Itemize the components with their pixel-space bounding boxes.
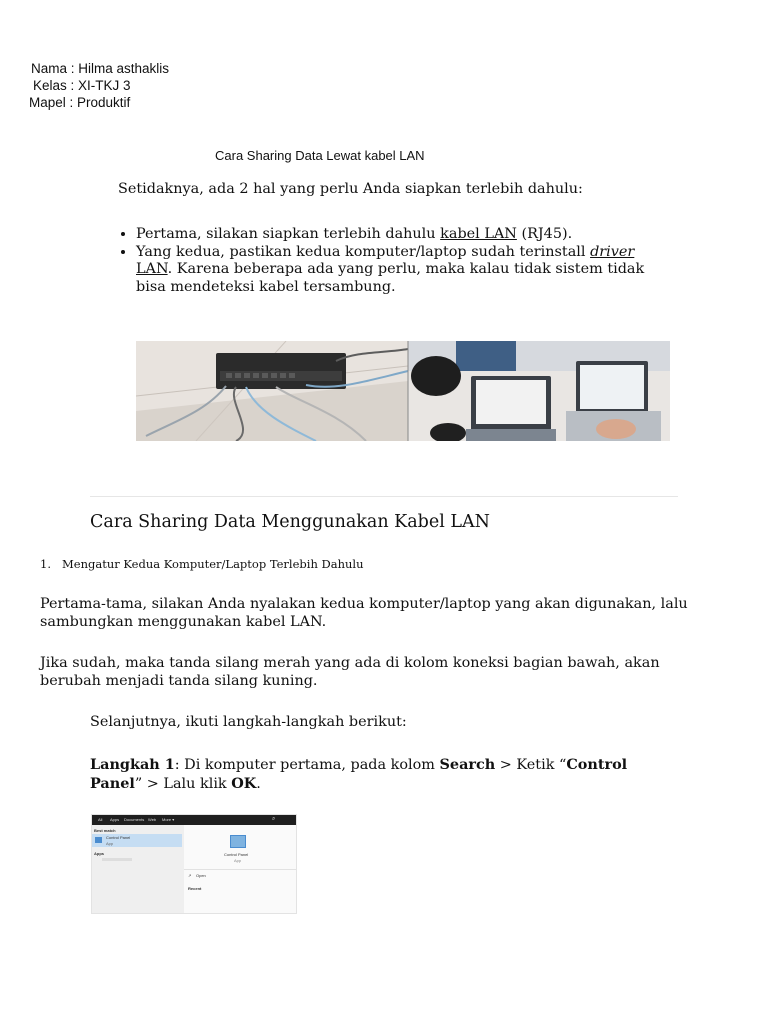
tab-documents: Documents xyxy=(124,817,145,822)
list-item: • Pertama, silakan siapkan terlebih dahulu kabel LAN (RJ45). xyxy=(136,226,616,244)
kabel-lan-link[interactable]: kabel LAN xyxy=(440,226,517,242)
requirements-list xyxy=(112,226,696,296)
list-item: • Yang kedua, pastikan kedua komputer/laptop sudah terinstall driver LAN. Karena beberapa ada yang perlu, maka kalau tidak sistem tidak bisa mendeteksi kabel tersambung. xyxy=(136,244,646,297)
result-control-panel xyxy=(92,834,182,847)
paragraph-2: Jika sudah, maka tanda silang merah yang ada di kolom koneksi bagian bawah, akan berubah menjadi tanda silang kuning. xyxy=(40,655,660,689)
best-match-label: Best match xyxy=(94,828,116,833)
search-icon: ⌕ xyxy=(272,816,276,822)
tab-web: Web xyxy=(148,817,157,822)
tab-more: More ▾ xyxy=(162,817,175,822)
detail-sub: App xyxy=(234,858,242,863)
step-instruction: Langkah 1: Di komputer pertama, pada kolom Search > Ketik “Control Panel” > Lalu klik OK. xyxy=(90,756,628,792)
step-title: Mengatur Kedua Komputer/Laptop Terlebih Dahulu xyxy=(62,557,364,571)
paragraph-3: Selanjutnya, ikuti langkah-langkah berikut: xyxy=(90,714,407,730)
result-name: Control Panel xyxy=(106,835,131,840)
tab-apps: Apps xyxy=(110,817,120,822)
apps-label: Apps xyxy=(94,851,104,856)
detail-title: Control Panel xyxy=(224,852,249,857)
step-number: 1. xyxy=(40,557,51,571)
driver-lan-link[interactable]: driver LAN xyxy=(136,243,635,277)
student-name: Nama : Hilma asthaklis xyxy=(31,61,170,76)
step-label: Langkah 1 xyxy=(90,756,175,773)
open-icon: ↗ xyxy=(188,873,192,878)
subject: Mapel : Produktif xyxy=(29,95,131,110)
results-pane xyxy=(92,825,184,913)
page-title: Cara Sharing Data Lewat kabel LAN xyxy=(215,148,425,163)
intro-text: Setidaknya, ada 2 hal yang perlu Anda siapkan terlebih dahulu: xyxy=(118,181,583,197)
control-panel-icon xyxy=(95,837,102,843)
tab-all: All xyxy=(98,817,103,822)
control-panel-search-screenshot xyxy=(91,814,297,914)
student-class: Kelas : XI-TKJ 3 xyxy=(33,78,131,93)
lan-setup-photo xyxy=(136,341,670,441)
lan-setup-photo-image xyxy=(136,341,670,441)
paragraph-1: Pertama-tama, silakan Anda nyalakan kedua komputer/laptop yang akan digunakan, lalu sambungkan menggunakan kabel LAN. xyxy=(40,596,688,630)
section-divider xyxy=(90,496,678,497)
recent-label: Recent xyxy=(188,886,202,891)
search-tabs-bar xyxy=(92,815,296,825)
result-sub: App xyxy=(106,841,114,846)
open-action[interactable]: Open xyxy=(196,873,206,878)
control-panel-large-icon xyxy=(230,835,246,848)
section-heading: Cara Sharing Data Menggunakan Kabel LAN xyxy=(90,512,490,532)
detail-pane xyxy=(184,825,296,913)
